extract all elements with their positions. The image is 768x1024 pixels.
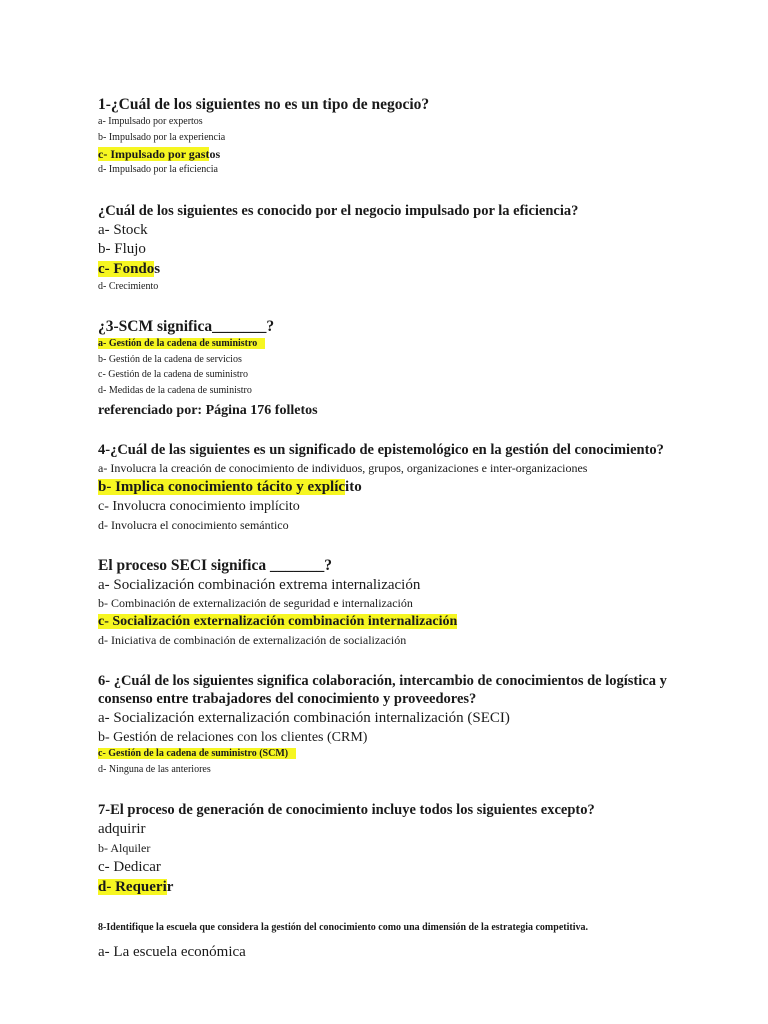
q6-answer-highlight: c- Gestión de la cadena de suministro (SCM) — [98, 748, 296, 759]
q2-option-d: d- Crecimiento — [98, 280, 159, 292]
q7-option-a: adquirir — [98, 821, 146, 837]
q4-option-c: c- Involucra conocimiento implícito — [98, 499, 300, 514]
q1-option-c — [98, 147, 718, 162]
question-5-title: El proceso SECI significa _______? — [98, 556, 332, 574]
question-6-title-line2: consenso entre trabajadores del conocimiento y proveedores? — [98, 690, 477, 707]
q4-option-a: a- Involucra la creación de conocimiento de individuos, grupos, organizaciones e inter-organizaciones — [98, 461, 588, 476]
q5-answer-highlight: c- Socialización externalización combinación internalización — [98, 614, 458, 630]
q5-option-c — [98, 613, 718, 631]
q5-option-a: a- Socialización combinación extrema internalización — [98, 576, 421, 593]
q1-option-d: d- Impulsado por la eficiencia — [98, 164, 218, 175]
q3-option-c: c- Gestión de la cadena de suministro — [98, 369, 248, 381]
q2-option-b: b- Flujo — [98, 241, 146, 258]
q2-option-a: a- Stock — [98, 221, 148, 238]
q1-answer-rest: os — [209, 147, 221, 161]
q7-option-c: c- Dedicar — [98, 858, 161, 875]
q2-answer-highlight: c- Fondo — [98, 261, 155, 277]
q4-option-b — [98, 478, 718, 497]
q4-answer-highlight: b- Implica conocimiento tácito y explíc — [98, 479, 346, 496]
question-7-title: 7-El proceso de generación de conocimiento incluye todos los siguientes excepto? — [98, 802, 595, 818]
q5-option-d: d- Iniciativa de combinación de externalización de socialización — [98, 632, 407, 647]
q6-option-c — [98, 748, 718, 761]
q7-option-d — [98, 878, 718, 897]
q4-option-d: d- Involucra el conocimiento semántico — [98, 517, 289, 532]
q1-option-b: b- Impulsado por la experiencia — [98, 131, 226, 143]
question-3-title: ¿3-SCM significa_______? — [98, 318, 275, 336]
q3-answer-highlight: a- Gestión de la cadena de suministro — [98, 338, 265, 349]
question-2-title: ¿Cuál de los siguientes es conocido por el negocio impulsado por la eficiencia? — [98, 202, 579, 219]
q7-answer-highlight: d- Requeri — [98, 878, 167, 895]
q7-answer-rest: r — [166, 878, 174, 895]
q3-option-d: d- Medidas de la cadena de suministro — [98, 384, 252, 396]
question-4-title: 4-¿Cuál de las siguientes es un significado de epistemológico en la gestión del conocimiento? — [98, 442, 664, 459]
q5-option-b: b- Combinación de externalización de seguridad e internalización — [98, 596, 413, 611]
q3-option-b: b- Gestión de la cadena de servicios — [98, 353, 242, 365]
question-6-title-line1: 6- ¿Cuál de los siguientes significa colaboración, intercambio de conocimientos de logística y — [98, 672, 667, 689]
q2-option-c — [98, 260, 718, 279]
q3-option-a — [98, 338, 718, 351]
q1-option-a: a- Impulsado por expertos — [98, 116, 203, 127]
q6-option-b: b- Gestión de relaciones con los clientes (CRM) — [98, 729, 368, 745]
q6-option-a: a- Socialización externalización combinación internalización (SECI) — [98, 709, 510, 726]
q8-option-a: a- La escuela económica — [98, 944, 246, 961]
q4-answer-rest: ito — [345, 479, 362, 496]
question-1-title: 1-¿Cuál de los siguientes no es un tipo de negocio? — [98, 96, 430, 113]
question-8-title: 8-Identifique la escuela que considera la gestión del conocimiento como una dimensión de la estrategia competitiva. — [98, 922, 588, 934]
document-page — [98, 96, 718, 963]
q2-answer-rest: s — [154, 261, 161, 277]
q7-option-b: b- Alquiler — [98, 840, 151, 855]
q1-answer-highlight: c- Impulsado por gast — [98, 147, 210, 161]
q3-reference: referenciado por: Página 176 folletos — [98, 403, 318, 419]
q6-option-d: d- Ninguna de las anteriores — [98, 763, 211, 775]
